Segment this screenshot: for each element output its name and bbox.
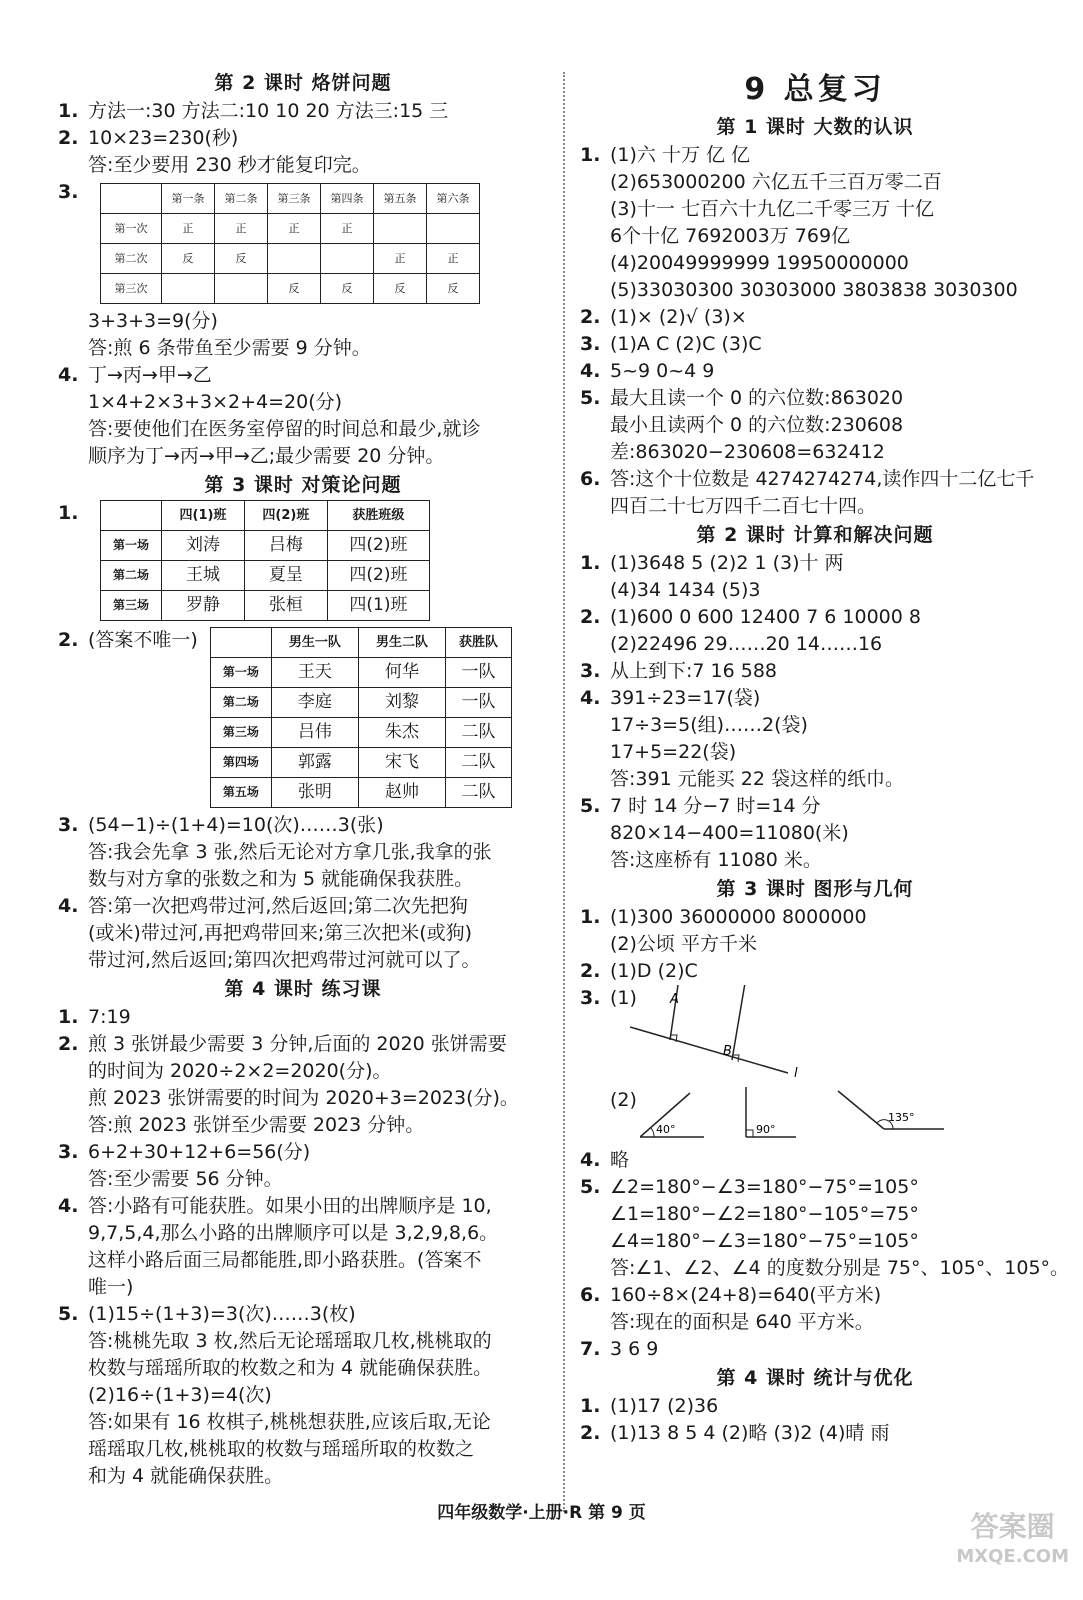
table-row bbox=[101, 214, 480, 244]
table-row bbox=[210, 748, 511, 778]
answer-3: 3. (1)A C (2)C (3)C bbox=[580, 333, 762, 355]
answer-text: 答:煎 2023 张饼至少需要 2023 分钟。 bbox=[88, 1114, 425, 1136]
column-divider bbox=[563, 72, 565, 1512]
table-cell: 二队 bbox=[446, 748, 512, 778]
section-title: 第 2 课时 烙饼问题 bbox=[214, 72, 392, 94]
table-cell: 正 bbox=[374, 244, 427, 274]
table-cell: 郭露 bbox=[271, 748, 358, 778]
table-header-row bbox=[101, 184, 480, 214]
table-header-cell: 第六条 bbox=[427, 184, 480, 214]
table-header-cell: 第五条 bbox=[374, 184, 427, 214]
line-l bbox=[630, 1027, 788, 1073]
table-cell: 反 bbox=[215, 244, 268, 274]
table-header-cell: 获胜队 bbox=[446, 628, 512, 658]
section-title: 第 2 课时 计算和解决问题 bbox=[696, 524, 934, 546]
table-cell: 反 bbox=[162, 244, 215, 274]
table-cell: 王城 bbox=[162, 561, 245, 591]
table-cell: 第二次 bbox=[101, 244, 162, 274]
table-cell bbox=[427, 214, 480, 244]
answer-text: 四百二十七万四千二百七十四。 bbox=[610, 495, 877, 517]
table-cell: 何华 bbox=[358, 658, 445, 688]
table-cell: 宋飞 bbox=[358, 748, 445, 778]
table-row bbox=[101, 531, 430, 561]
section-title: 第 4 课时 统计与优化 bbox=[716, 1367, 914, 1389]
table-cell: 正 bbox=[162, 214, 215, 244]
table-cell: 正 bbox=[321, 214, 374, 244]
answer-text: 答:我会先拿 3 张,然后无论对方拿几张,我拿的张 bbox=[88, 841, 492, 863]
answer-text: 答:桃桃先取 3 枚,然后无论瑶瑶取几枚,桃桃取的 bbox=[88, 1330, 492, 1352]
answer-2: 2. (答案不唯一) 男生一队 男生二队 获胜队 第一场 王天 何华 一队 第二场 李庭 刘黎 一队 第三场 吕伟 朱杰 二队 第四场 郭露 宋飞 二队 第五场 张明 赵帅 二队 bbox=[58, 627, 548, 808]
answer-3: 3. 第一条 第二条 第三条 第四条 第五条 第六条 第一次 正 正 正 正 第二次 反 反 正 正 第三次 反 反 反 反 bbox=[58, 179, 548, 304]
table-cell: 四(1)班 bbox=[327, 591, 429, 621]
perp-line-b bbox=[732, 985, 745, 1060]
angles-figure bbox=[640, 1085, 1040, 1147]
label-l: l bbox=[794, 1066, 798, 1081]
table-header-cell: 第二条 bbox=[215, 184, 268, 214]
answer-text: 这样小路后面三局都能胜,即小路获胜。(答案不 bbox=[88, 1249, 482, 1271]
table-row bbox=[101, 244, 480, 274]
table-row bbox=[101, 561, 430, 591]
answer-text: 答:∠1、∠2、∠4 的度数分别是 75°、105°、105°。 bbox=[610, 1257, 1070, 1279]
table-cell: 夏呈 bbox=[244, 561, 327, 591]
answer-1: 1. (1)17 (2)36 bbox=[580, 1395, 719, 1417]
answer-text: (4)34 1434 (5)3 bbox=[610, 579, 761, 601]
right-angle-mark bbox=[746, 1130, 753, 1137]
table-cell: 第三次 bbox=[101, 274, 162, 304]
table-cell: 吕伟 bbox=[271, 718, 358, 748]
answer-1: 1. 四(1)班 四(2)班 获胜班级 第一场 刘涛 吕梅 四(2)班 第二场 王城 夏呈 四(2)班 第三场 罗静 张桓 四(1)班 bbox=[58, 500, 548, 621]
answer-3-figure-2 bbox=[580, 1085, 1050, 1147]
angle-135-ray bbox=[838, 1091, 884, 1129]
answer-4: 4. 略 bbox=[580, 1149, 630, 1171]
answer-3-figure-1: 3. (1) A B l bbox=[580, 985, 1050, 1085]
answer-1: 1. 7:19 bbox=[58, 1006, 131, 1028]
table-header-cell: 四(2)班 bbox=[244, 501, 327, 531]
table-header-cell: 男生一队 bbox=[271, 628, 358, 658]
answer-text: (4)20049999999 19950000000 bbox=[610, 252, 909, 274]
answer-1: 1. 方法一:30 方法二:10 10 20 方法三:15 三 bbox=[58, 100, 449, 122]
answer-5: 5. 7 时 14 分−7 时=14 分 bbox=[580, 795, 821, 817]
table-cell: 正 bbox=[215, 214, 268, 244]
answer-4: 4. 5~9 0~4 9 bbox=[580, 360, 715, 382]
table-cell: 王天 bbox=[271, 658, 358, 688]
table-cell: 张桓 bbox=[244, 591, 327, 621]
table-cell bbox=[321, 244, 374, 274]
answer-4: 4. 答:第一次把鸡带过河,然后返回;第二次先把狗 bbox=[58, 895, 468, 917]
answer-text: (3)十一 七百六十九亿二千零三万 十亿 bbox=[610, 198, 934, 220]
answer-text: 答:煎 6 条带鱼至少需要 9 分钟。 bbox=[88, 337, 371, 359]
table-cell: 反 bbox=[321, 274, 374, 304]
table-row bbox=[210, 658, 511, 688]
table-cell bbox=[215, 274, 268, 304]
answer-text: 答:这座桥有 11080 米。 bbox=[610, 849, 822, 871]
angle-40-label: 40° bbox=[656, 1123, 676, 1136]
answer-text: 瑶瑶取几枚,桃桃取的枚数与瑶瑶所取的枚数之 bbox=[88, 1438, 475, 1460]
answer-text: 的时间为 2020÷2×2=2020(分)。 bbox=[88, 1060, 392, 1082]
answer-text: 3+3+3=9(分) bbox=[88, 310, 218, 332]
left-column bbox=[58, 68, 548, 1490]
answer-5: 5. 最大且读一个 0 的六位数:863020 bbox=[580, 387, 904, 409]
angle-90-label: 90° bbox=[756, 1123, 776, 1136]
answer-text: 答:至少要用 230 秒才能复印完。 bbox=[88, 154, 371, 176]
table-row bbox=[210, 778, 511, 808]
table-row bbox=[101, 591, 430, 621]
section-title: 第 3 课时 对策论问题 bbox=[204, 474, 402, 496]
answer-2: 2. (1)× (2)√ (3)× bbox=[580, 306, 747, 328]
table-cell: 四(2)班 bbox=[327, 561, 429, 591]
answer-text: 答:现在的面积是 640 平方米。 bbox=[610, 1311, 874, 1333]
answer-6: 6. 160÷8×(24+8)=640(平方米) bbox=[580, 1284, 882, 1306]
table-cell: 第四场 bbox=[210, 748, 271, 778]
table-cell: 正 bbox=[268, 214, 321, 244]
answer-5: 5. (1)15÷(1+3)=3(次)……3(枚) bbox=[58, 1303, 356, 1325]
table-header-cell bbox=[210, 628, 271, 658]
answer-text: ∠1=180°−∠2=180°−105°=75° bbox=[610, 1203, 919, 1225]
table-cell: 第五场 bbox=[210, 778, 271, 808]
sub-label: (2) bbox=[610, 1089, 637, 1111]
table-header-cell: 第一条 bbox=[162, 184, 215, 214]
answer-text: 煎 2023 张饼需要的时间为 2020+3=2023(分)。 bbox=[88, 1087, 519, 1109]
answer-text: 数与对方拿的张数之和为 5 就能确保我获胜。 bbox=[88, 868, 474, 890]
table-cell: 四(2)班 bbox=[327, 531, 429, 561]
answer-text: 6个十亿 7692003万 769亿 bbox=[610, 225, 851, 247]
table-cell bbox=[162, 274, 215, 304]
answer-2: 2. 10×23=230(秒) bbox=[58, 127, 239, 149]
answer-4: 4. 391÷23=17(袋) bbox=[580, 687, 761, 709]
page-footer: 四年级数学·上册·R 第 9 页 bbox=[437, 1503, 646, 1523]
table-cell: 反 bbox=[268, 274, 321, 304]
answer-5: 5. ∠2=180°−∠3=180°−75°=105° bbox=[580, 1176, 919, 1198]
table-cell: 二队 bbox=[446, 778, 512, 808]
answer-text: (2)16÷(1+3)=4(次) bbox=[88, 1384, 272, 1406]
answer-1: 1. (1)300 36000000 8000000 bbox=[580, 906, 867, 928]
table-cell: 刘涛 bbox=[162, 531, 245, 561]
table-cell: 二队 bbox=[446, 718, 512, 748]
table-cell: 第二场 bbox=[101, 561, 162, 591]
table-row bbox=[210, 718, 511, 748]
answer-text: 17+5=22(袋) bbox=[610, 741, 737, 763]
table-cell: 赵帅 bbox=[358, 778, 445, 808]
table-header-row bbox=[210, 628, 511, 658]
answer-text: (5)33030300 30303000 3803838 3030300 bbox=[610, 279, 1018, 301]
answer-3: 3. 6+2+30+12+6=56(分) bbox=[58, 1141, 311, 1163]
table-header-cell: 四(1)班 bbox=[162, 501, 245, 531]
table-cell: 吕梅 bbox=[244, 531, 327, 561]
watermark-logo: 答案圈 MXQE.COM bbox=[956, 1510, 1069, 1567]
class-match-table bbox=[100, 500, 430, 621]
answer-text: 1×4+2×3+3×2+4=20(分) bbox=[88, 391, 343, 413]
answer-text: 9,7,5,4,那么小路的出牌顺序可以是 3,2,9,8,6。 bbox=[88, 1222, 499, 1244]
table-header-cell: 男生二队 bbox=[358, 628, 445, 658]
table-header-row bbox=[101, 501, 430, 531]
answer-text: 答:如果有 16 枚棋子,桃桃想获胜,应该后取,无论 bbox=[88, 1411, 491, 1433]
perpendicular-lines-figure bbox=[630, 985, 860, 1085]
answer-4: 4. 答:小路有可能获胜。如果小田的出牌顺序是 10, bbox=[58, 1195, 492, 1217]
table-header-cell bbox=[101, 501, 162, 531]
angle-40-arc bbox=[651, 1128, 654, 1137]
answer-text: 最小且读两个 0 的六位数:230608 bbox=[610, 414, 904, 436]
section-title: 第 1 课时 大数的认识 bbox=[716, 116, 914, 138]
table-cell: 第一次 bbox=[101, 214, 162, 244]
answer-3: 3. (54−1)÷(1+4)=10(次)……3(张) bbox=[58, 814, 384, 836]
section-title: 第 4 课时 练习课 bbox=[224, 978, 382, 1000]
answer-3: 3. 从上到下:7 16 588 bbox=[580, 660, 778, 682]
label-b: B bbox=[723, 1044, 732, 1059]
table-header-cell bbox=[101, 184, 162, 214]
table-cell: 第三场 bbox=[101, 591, 162, 621]
answer-4: 4. 丁→丙→甲→乙 bbox=[58, 364, 212, 386]
table-cell: 朱杰 bbox=[358, 718, 445, 748]
answer-text: 顺序为丁→丙→甲→乙;最少需要 20 分钟。 bbox=[88, 445, 445, 467]
answer-text: ∠4=180°−∠3=180°−75°=105° bbox=[610, 1230, 919, 1252]
table-row bbox=[101, 274, 480, 304]
right-column bbox=[580, 68, 1070, 1447]
table-header-cell: 第三条 bbox=[268, 184, 321, 214]
answer-text: 唯一) bbox=[88, 1276, 134, 1298]
table-cell: 李庭 bbox=[271, 688, 358, 718]
table-cell: 张明 bbox=[271, 778, 358, 808]
answer-6: 6. 答:这个十位数是 4274274274,读作四十二亿七千 bbox=[580, 468, 1035, 490]
table-cell bbox=[374, 214, 427, 244]
answer-2: 2. (1)13 8 5 4 (2)略 (3)2 (4)晴 雨 bbox=[580, 1422, 890, 1444]
answer-text: 带过河,然后返回;第四次把鸡带过河就可以了。 bbox=[88, 949, 481, 971]
fish-frying-table bbox=[100, 183, 480, 304]
table-cell: 第三场 bbox=[210, 718, 271, 748]
answer-2: 2. (1)600 0 600 12400 7 6 10000 8 bbox=[580, 606, 921, 628]
answer-2: 2. (1)D (2)C bbox=[580, 960, 698, 982]
table-cell: 一队 bbox=[446, 688, 512, 718]
answer-text: 答:至少需要 56 分钟。 bbox=[88, 1168, 283, 1190]
table-cell bbox=[268, 244, 321, 274]
table-cell: 第一场 bbox=[210, 658, 271, 688]
section-title: 第 3 课时 图形与几何 bbox=[716, 878, 914, 900]
table-cell: 第二场 bbox=[210, 688, 271, 718]
table-cell: 反 bbox=[374, 274, 427, 304]
answer-1: 1. (1)3648 5 (2)2 1 (3)十 两 bbox=[580, 552, 844, 574]
answer-text: 答:391 元能买 22 袋这样的纸巾。 bbox=[610, 768, 904, 790]
answer-text: (2)22496 29……20 14……16 bbox=[610, 633, 883, 655]
table-header-cell: 第四条 bbox=[321, 184, 374, 214]
answer-7: 7. 3 6 9 bbox=[580, 1338, 659, 1360]
answer-text: (2)公顷 平方千米 bbox=[610, 933, 757, 955]
label-a: A bbox=[670, 992, 679, 1007]
table-cell: 反 bbox=[427, 274, 480, 304]
table-cell: 正 bbox=[427, 244, 480, 274]
answer-text: 差:863020−230608=632412 bbox=[610, 441, 885, 463]
unit-title: 9 总复习 bbox=[744, 72, 886, 107]
table-cell: 罗静 bbox=[162, 591, 245, 621]
angle-135-label: 135° bbox=[888, 1111, 915, 1124]
answer-text: 枚数与瑶瑶所取的枚数之和为 4 就能确保获胜。 bbox=[88, 1357, 493, 1379]
answer-text: (2)653000200 六亿五千三百万零二百 bbox=[610, 171, 942, 193]
answer-text: 820×14−400=11080(米) bbox=[610, 822, 849, 844]
table-cell: 一队 bbox=[446, 658, 512, 688]
table-cell: 第一场 bbox=[101, 531, 162, 561]
team-match-table bbox=[210, 627, 512, 808]
answer-text: 和为 4 就能确保获胜。 bbox=[88, 1465, 284, 1487]
table-header-cell: 获胜班级 bbox=[327, 501, 429, 531]
answer-text: 答:要使他们在医务室停留的时间总和最少,就诊 bbox=[88, 418, 481, 440]
answer-1: 1. (1)六 十万 亿 亿 bbox=[580, 144, 751, 166]
table-cell: 刘黎 bbox=[358, 688, 445, 718]
answer-text: (或米)带过河,再把鸡带回来;第三次把米(或狗) bbox=[88, 922, 473, 944]
table-row bbox=[210, 688, 511, 718]
answer-2: 2. 煎 3 张饼最少需要 3 分钟,后面的 2020 张饼需要 bbox=[58, 1033, 507, 1055]
answer-text: 17÷3=5(组)……2(袋) bbox=[610, 714, 808, 736]
